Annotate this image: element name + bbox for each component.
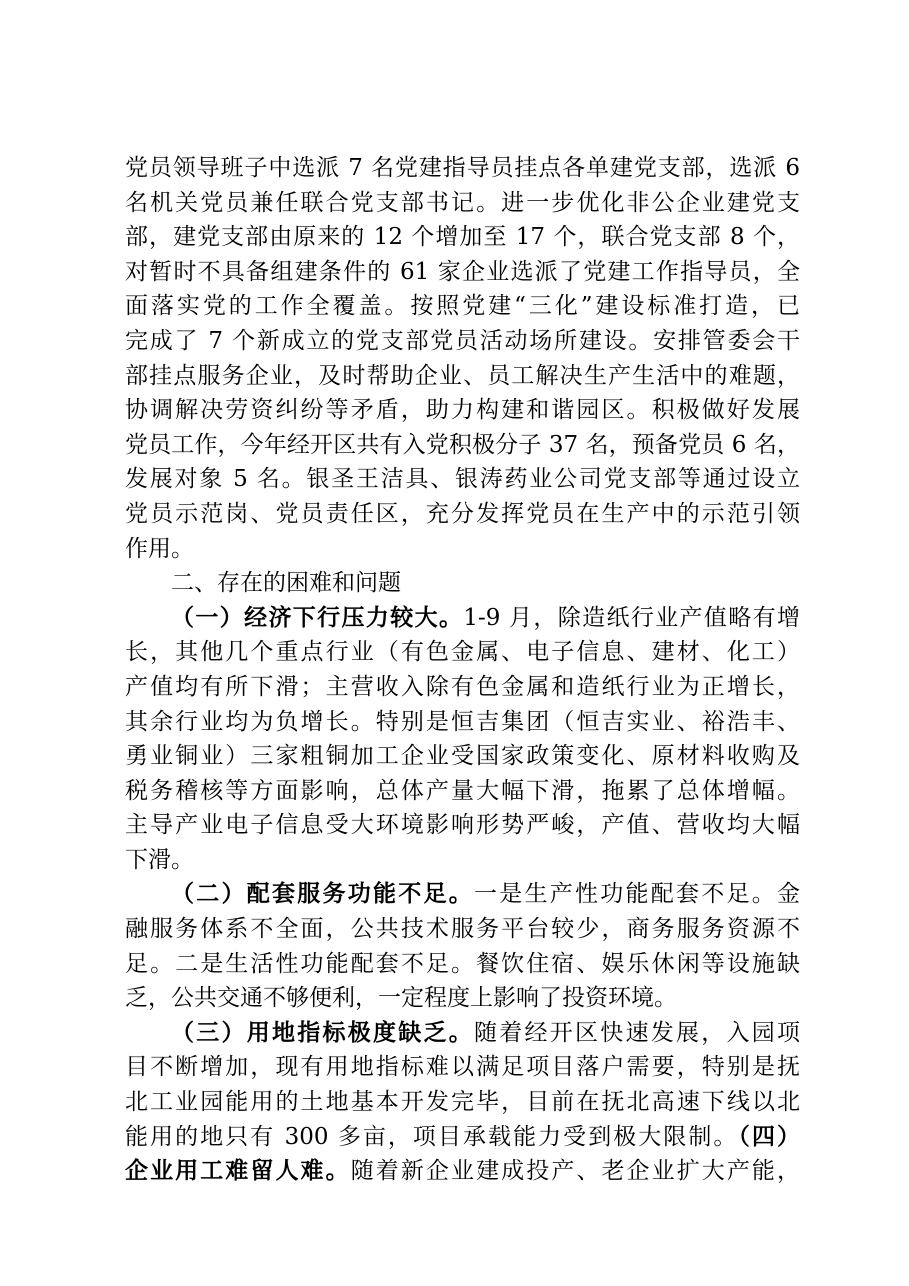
text-line: [125, 1120, 800, 1155]
paragraph-text: 随着新企业建成投产、老企业扩大产能，: [350, 1158, 800, 1185]
paragraph-first-line: [125, 877, 800, 912]
section-heading: 二、存在的困难和问题: [171, 570, 401, 597]
text-line: 融服务体系不全面，公共技术服务平台较少，商务服务资源不: [125, 916, 800, 943]
paragraph-text: 一是生产性功能配套不足。金: [474, 881, 800, 908]
text-line: 乏，公共交通不够便利，一定程度上影响了投资环境。: [125, 985, 677, 1012]
text-line: 党员领导班子中选派 7 名党建指导员挂点各单建党支部，选派 6: [125, 155, 800, 181]
paragraph-lead: （四）: [738, 1122, 800, 1150]
text-line: 部，建党支部由原来的 12 个增加至 17 个，联合党支部 8 个，: [125, 224, 800, 251]
paragraph-first-line: [125, 601, 800, 636]
text-line: 面落实党的工作全覆盖。按照党建“三化”建设标准打造，已: [125, 293, 800, 320]
paragraph-lead: （二）配套服务功能不足。: [171, 880, 474, 908]
text-line: 产值均有所下滑；主营收入除有色金属和造纸行业为正增长，: [125, 673, 800, 700]
paragraph-lead: （三）用地指标极度缺乏。: [171, 1018, 474, 1046]
text-line: 部挂点服务企业，及时帮助企业、员工解决生产生活中的难题，: [125, 362, 800, 389]
text-line: 税务稽核等方面影响，总体产量大幅下滑，拖累了总体增幅。: [125, 777, 800, 804]
text-line: 北工业园能用的土地基本开发完毕，目前在抚北高速下线以北: [125, 1089, 800, 1116]
text-line: 长，其他几个重点行业（有色金属、电子信息、建材、化工）: [125, 639, 800, 666]
paragraph-lead: （一）经济下行压力较大。: [171, 603, 464, 631]
text-line: 完成了 7 个新成立的党支部党员活动场所建设。安排管委会干: [125, 327, 800, 354]
text-line: 对暂时不具备组建条件的 61 家企业选派了党建工作指导员，全: [125, 258, 800, 285]
text-line: 其余行业均为负增长。特别是恒吉集团（恒吉实业、裕浩丰、: [125, 708, 800, 735]
text-line: [125, 1154, 800, 1189]
text-line: 足。二是生活性功能配套不足。餐饮住宿、娱乐休闲等设施缺: [125, 950, 800, 977]
text-line: 党员示范岗、党员责任区，充分发挥党员在生产中的示范引领: [125, 500, 800, 527]
text-line: 目不断增加，现有用地指标难以满足项目落户需要，特别是抚: [125, 1054, 800, 1081]
paragraph-text: 随着经开区快速发展，入园项: [474, 1019, 800, 1046]
text-line: 勇业铜业）三家粗铜加工企业受国家政策变化、原材料收购及: [125, 743, 800, 770]
paragraph-text: 能用的地只有 300 多亩，项目承载能力受到极大限制。: [125, 1123, 739, 1150]
paragraph-first-line: [125, 1016, 800, 1051]
text-line: 作用。: [125, 535, 194, 562]
text-line: 发展对象 5 名。银圣王洁具、银涛药业公司党支部等通过设立: [125, 466, 800, 493]
paragraph-lead: 企业用工难留人难。: [125, 1157, 351, 1185]
text-line: 主导产业电子信息受大环境影响形势严峻，产值、营收均大幅: [125, 812, 800, 839]
text-line: 下滑。: [125, 846, 194, 873]
text-line: 协调解决劳资纠纷等矛盾，助力构建和谐园区。积极做好发展: [125, 397, 800, 424]
paragraph-text: 1-9 月，除造纸行业产值略有增: [463, 604, 800, 631]
text-line: 名机关党员兼任联合党支部书记。进一步优化非公企业建党支: [125, 189, 800, 216]
text-line: 党员工作，今年经开区共有入党积极分子 37 名，预备党员 6 名，: [125, 431, 800, 458]
document-body: [125, 151, 800, 1189]
